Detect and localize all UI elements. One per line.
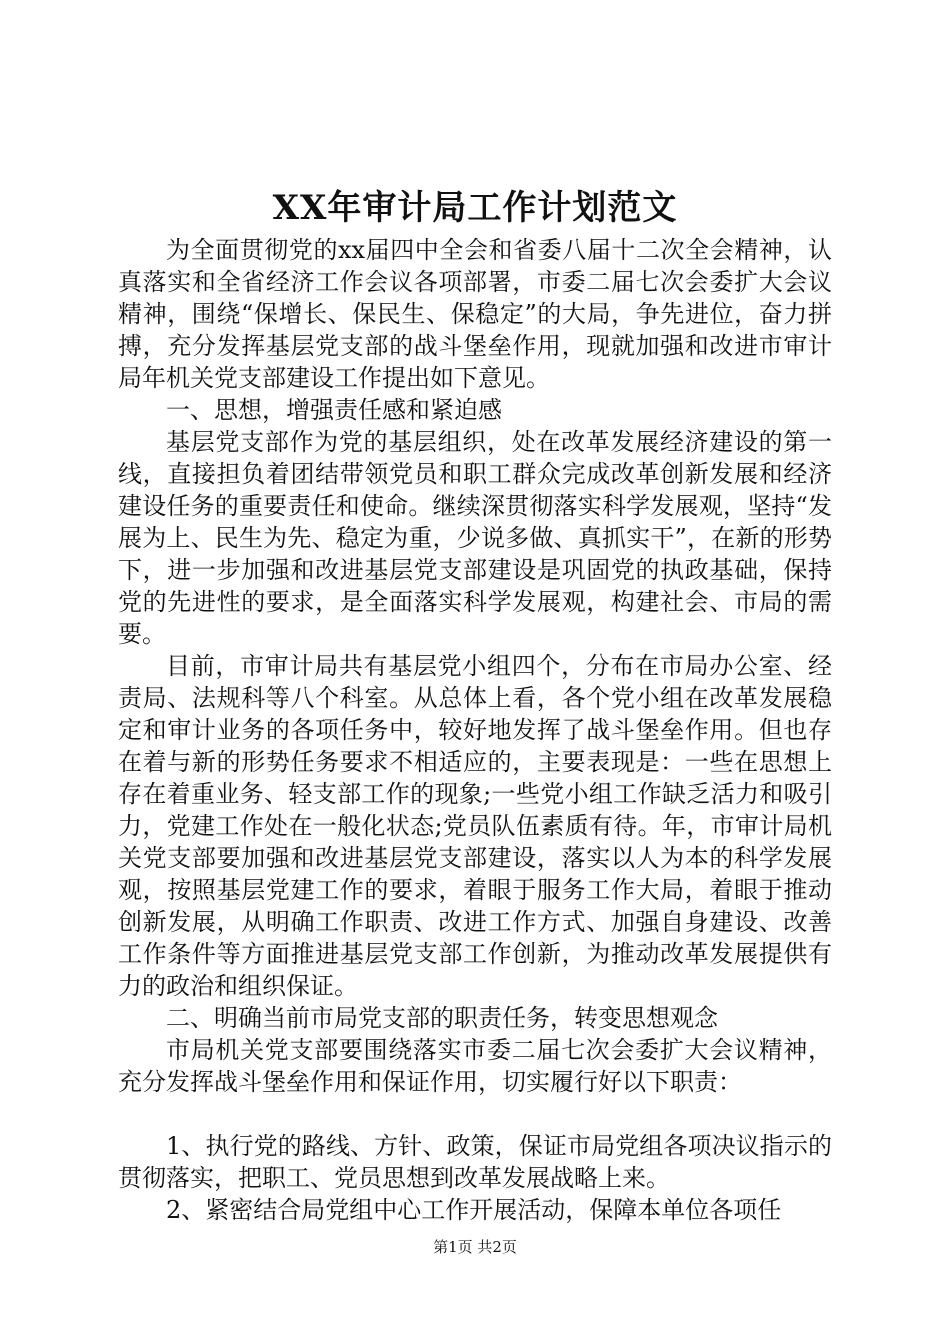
document-title: XX年审计局工作计划范文 xyxy=(272,188,678,228)
section-heading-1: 一、思想，增强责任感和紧迫感 xyxy=(166,396,502,424)
paragraph-section-1: 基层党支部作为党的基层组织，处在改革发展经济建设的第一线，直接担负着团结带领党员和职工群众完成改革创新发展和经济建设任务的重要责任和使命。继续深贯彻落实科学发展观，坚持“发展为上、民生为先、稳定为重，少说多做、真抓实干”，在新的形势下，进一步加强和改进基层党支部建设是巩固党的执政基础，保持党的先进性的要求，是全面落实科学发展观，构建社会、市局的需要。 xyxy=(118,428,832,648)
page-footer: 第1页 共2页 xyxy=(433,1238,517,1256)
list-item-1: 1、执行党的路线、方针、政策，保证市局党组各项决议指示的贯彻落实，把职工、党员思想到改革发展战略上来。 xyxy=(118,1132,832,1192)
paragraph-intro: 为全面贯彻党的xx届四中全会和省委八届十二次全会精神，认真落实和全省经济工作会议各项部署，市委二届七次会委扩大会议精神，围绕“保增长、保民生、保稳定”的大局，争先进位，奋力拼搏，充分发挥基层党支部的战斗堡垒作用，现就加强和改进市审计局年机关党支部建设工作提出如下意见。 xyxy=(118,236,832,392)
section-heading-2: 二、明确当前市局党支部的职责任务，转变思想观念 xyxy=(166,1004,718,1032)
document-body xyxy=(118,234,832,1226)
paragraph-section-2: 市局机关党支部要围绕落实市委二届七次会委扩大会议精神，充分发挥战斗堡垒作用和保证作用，切实履行好以下职责： xyxy=(118,1036,832,1096)
list-item-2: 2、紧密结合局党组中心工作开展活动，保障本单位各项任 xyxy=(166,1196,782,1224)
paragraph-current-status: 目前，市审计局共有基层党小组四个，分布在市局办公室、经责局、法规科等八个科室。从总体上看，各个党小组在改革发展稳定和审计业务的各项任务中，较好地发挥了战斗堡垒作用。但也存在着与新的形势任务要求不相适应的，主要表现是：一些在思想上存在着重业务、轻支部工作的现象;一些党小组工作缺乏活力和吸引力，党建工作处在一般化状态;党员队伍素质有待。年，市审计局机关党支部要加强和改进基层党支部建设，落实以人为本的科学发展观，按照基层党建工作的要求，着眼于服务工作大局，着眼于推动创新发展，从明确工作职责、改进工作方式、加强自身建设、改善工作条件等方面推进基层党支部工作创新，为推动改革发展提供有力的政治和组织保证。 xyxy=(118,652,832,1000)
